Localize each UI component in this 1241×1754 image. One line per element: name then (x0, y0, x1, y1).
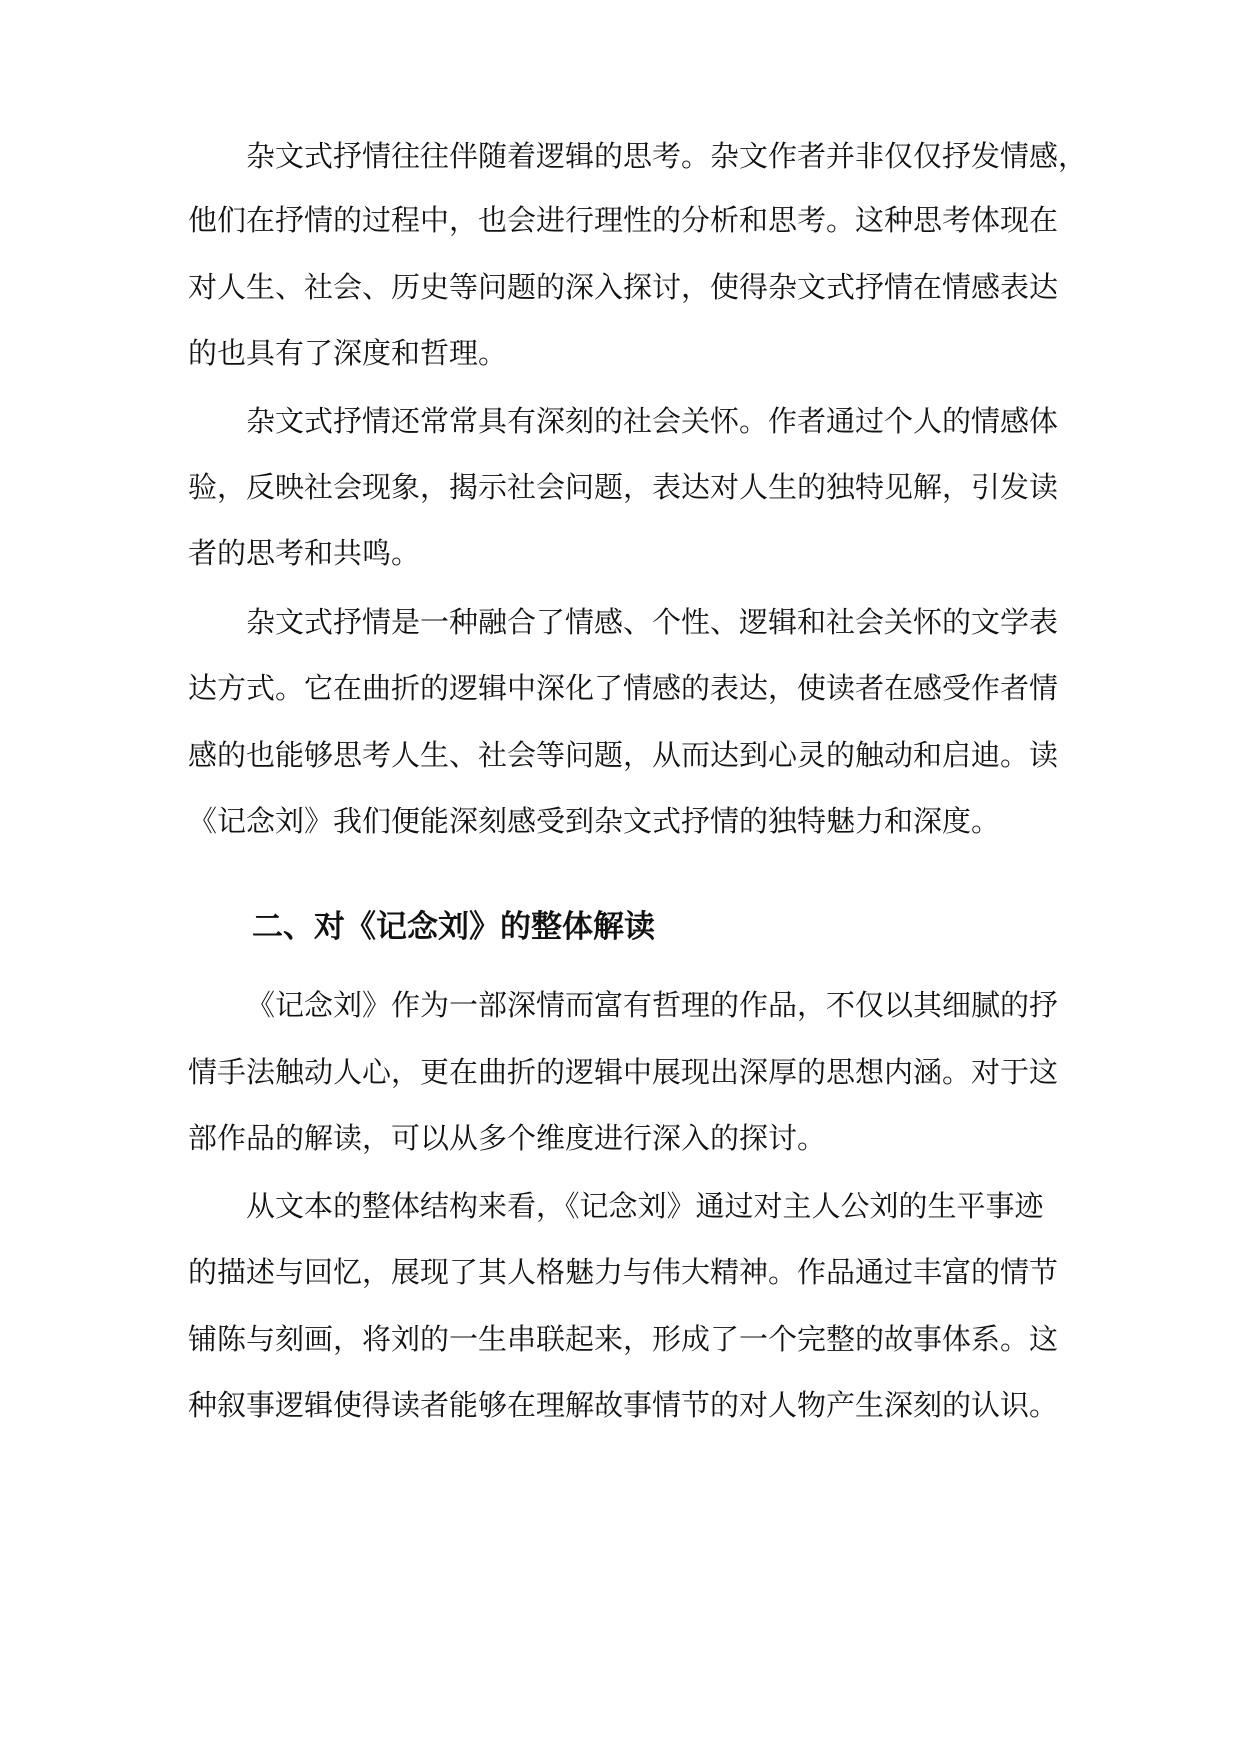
section-paragraph-1-line-2: 情手法触动人心，更在曲折的逻辑中展现出深厚的思想内涵。对于这 (188, 1055, 1059, 1089)
paragraph-3-line-1: 杂文式抒情是一种融合了情感、个性、逻辑和社会关怀的文学表 (246, 605, 1059, 639)
section-paragraph-2-line-1: 从文本的整体结构来看，《记念刘》通过对主人公刘的生平事迹 (246, 1189, 1044, 1223)
paragraph-2-line-1: 杂文式抒情还常常具有深刻的社会关怀。作者通过个人的情感体 (246, 404, 1059, 438)
paragraph-3-line-4: 《记念刘》我们便能深刻感受到杂文式抒情的独特魅力和深度。 (188, 804, 1001, 838)
paragraph-1-line-4: 的也具有了深度和哲理。 (188, 336, 508, 370)
paragraph-3-line-2: 达方式。它在曲折的逻辑中深化了情感的表达，使读者在感受作者情 (188, 671, 1059, 705)
section-paragraph-2-line-3: 铺陈与刻画，将刘的一生串联起来，形成了一个完整的故事体系。这 (188, 1322, 1059, 1356)
paragraph-1-line-2: 他们在抒情的过程中，也会进行理性的分析和思考。这种思考体现在 (188, 203, 1059, 237)
section-paragraph-1-line-1: 《记念刘》作为一部深情而富有哲理的作品，不仅以其细腻的抒 (246, 988, 1059, 1022)
section-paragraph-2-line-4: 种叙事逻辑使得读者能够在理解故事情节的对人物产生深刻的认识。 (188, 1388, 1059, 1422)
paragraph-3-line-3: 感的也能够思考人生、社会等问题，从而达到心灵的触动和启迪。读 (188, 738, 1059, 772)
section-paragraph-2-line-2: 的描述与回忆，展现了其人格魅力与伟大精神。作品通过丰富的情节 (188, 1255, 1059, 1289)
paragraph-1-line-3: 对人生、社会、历史等问题的深入探讨，使得杂文式抒情在情感表达 (188, 270, 1059, 304)
paragraph-1-line-1: 杂文式抒情往往伴随着逻辑的思考。杂文作者并非仅仅抒发情感， (246, 139, 1088, 173)
paragraph-2-line-2: 验，反映社会现象，揭示社会问题，表达对人生的独特见解，引发读 (188, 470, 1059, 504)
section-paragraph-1-line-3: 部作品的解读，可以从多个维度进行深入的探讨。 (188, 1121, 827, 1155)
paragraph-2-line-3: 者的思考和共鸣。 (188, 536, 421, 570)
section-heading: 二、对《记念刘》的整体解读 (252, 909, 655, 945)
